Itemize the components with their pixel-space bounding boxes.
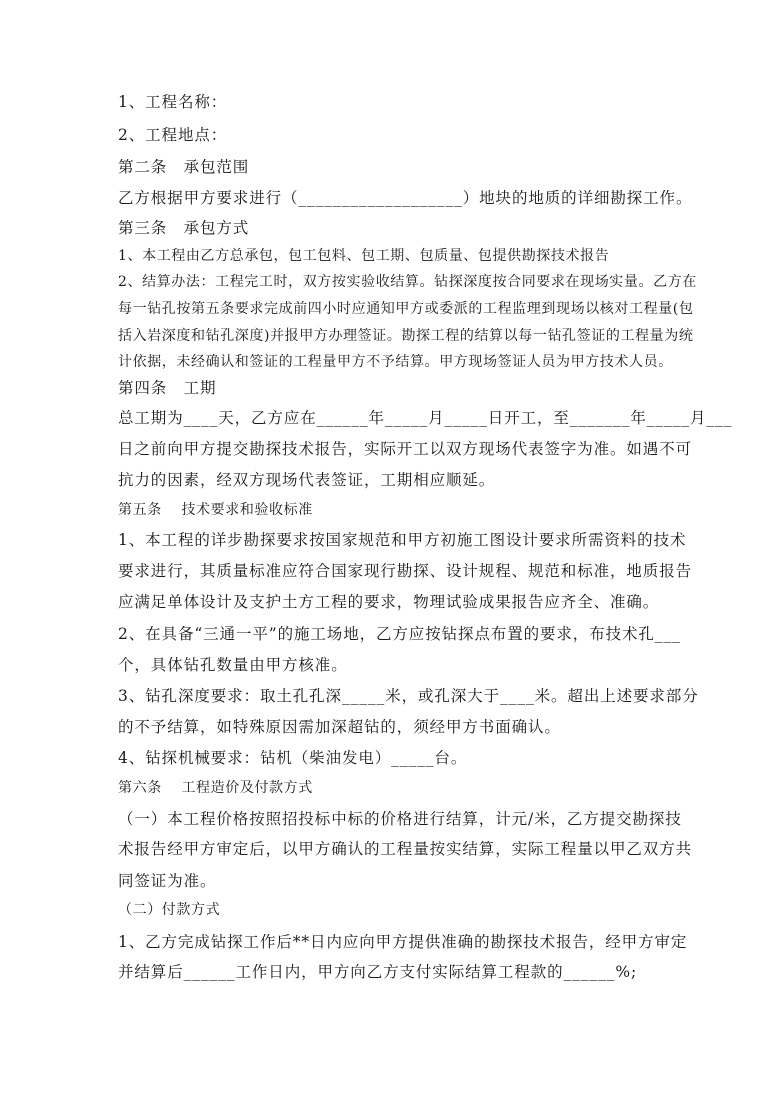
- tech-req-line-2: 要求进行，其质量标准应符合国家现行勘探、设计规程、规范和标准，地质报告: [118, 562, 693, 580]
- item-project-location: 2、工程地点：: [118, 126, 228, 144]
- heading-article-6: 第六条 工程造价及付款方式: [118, 780, 313, 796]
- payment-line-2: 并结算后______工作日内，甲方向乙方支付实际结算工程款的______%;: [118, 963, 638, 981]
- drill-site-line-1: 2、在具备“三通一平”的施工场地，乙方应按钻探点布置的要求，布技术孔___: [118, 625, 681, 643]
- price-line-2: 术报告经甲方审定后，以甲方确认的工程量按实结算，实际工程量以甲乙双方共: [118, 840, 693, 858]
- scope-text: 乙方根据甲方要求进行（___________________）地块的地质的详细勘探工作。: [118, 189, 693, 207]
- heading-article-5: 第五条 技术要求和验收标准: [118, 502, 313, 518]
- drill-machine-line: 4、钻探机械要求：钻机（柴油发电）_____台。: [118, 749, 468, 767]
- drill-depth-line-1: 3、钻孔深度要求：取土孔孔深_____米，或孔深大于____米。超出上述要求部分: [118, 687, 699, 705]
- schedule-line-1: 总工期为____天，乙方应在______年_____月_____日开工，至_______年_____月___: [118, 409, 733, 427]
- heading-article-4: 第四条 工期: [118, 379, 217, 397]
- settlement-line-3: 括入岩深度和钻孔深度)并报甲方办理签证。勘探工程的结算以每一钻孔签证的工程量为统: [118, 328, 694, 344]
- tech-req-line-1: 1、本工程的详步勘探要求按国家规范和甲方初施工图设计要求所需资料的技术: [118, 531, 687, 549]
- settlement-line-2: 每一钻孔按第五条要求完成前四小时应通知甲方或委派的工程监理到现场以核对工程量(包: [118, 301, 694, 317]
- price-line-1: （一）本工程价格按照招投标中标的价格进行结算，计元/米，乙方提交勘探技: [118, 810, 682, 828]
- schedule-line-2: 日之前向甲方提交勘探技术报告，实际开工以双方现场代表签字为准。如遇不可: [118, 440, 693, 458]
- contract-mode-item-1: 1、本工程由乙方总承包，包工包料、包工期、包质量、包提供勘探技术报告: [118, 248, 610, 264]
- drill-site-line-2: 个，具体钻孔数量由甲方核准。: [118, 656, 348, 674]
- settlement-line-1: 2、结算办法：工程完工时，双方按实验收结算。钻探深度按合同要求在现场实量。乙方在: [118, 274, 697, 290]
- tech-req-line-3: 应满足单体设计及支护土方工程的要求，物理试验成果报告应齐全、准确。: [118, 593, 660, 611]
- item-project-name: 1、工程名称：: [118, 93, 228, 111]
- settlement-line-4: 计依据，未经确认和签证的工程量甲方不予结算。甲方现场签证人员为甲方技术人员。: [118, 354, 673, 370]
- schedule-line-3: 抗力的因素，经双方现场代表签证，工期相应顺延。: [118, 471, 496, 489]
- price-line-3: 同签证为准。: [118, 872, 217, 890]
- drill-depth-line-2: 的不予结算，如特殊原因需加深超钻的，须经甲方书面确认。: [118, 718, 561, 736]
- heading-article-3: 第三条 承包方式: [118, 219, 250, 237]
- heading-article-2: 第二条 承包范围: [118, 158, 250, 176]
- payment-line-1: 1、乙方完成钻探工作后**日内应向甲方提供准确的勘探技术报告，经甲方审定: [118, 933, 688, 951]
- payment-method-heading: （二）付款方式: [118, 902, 221, 918]
